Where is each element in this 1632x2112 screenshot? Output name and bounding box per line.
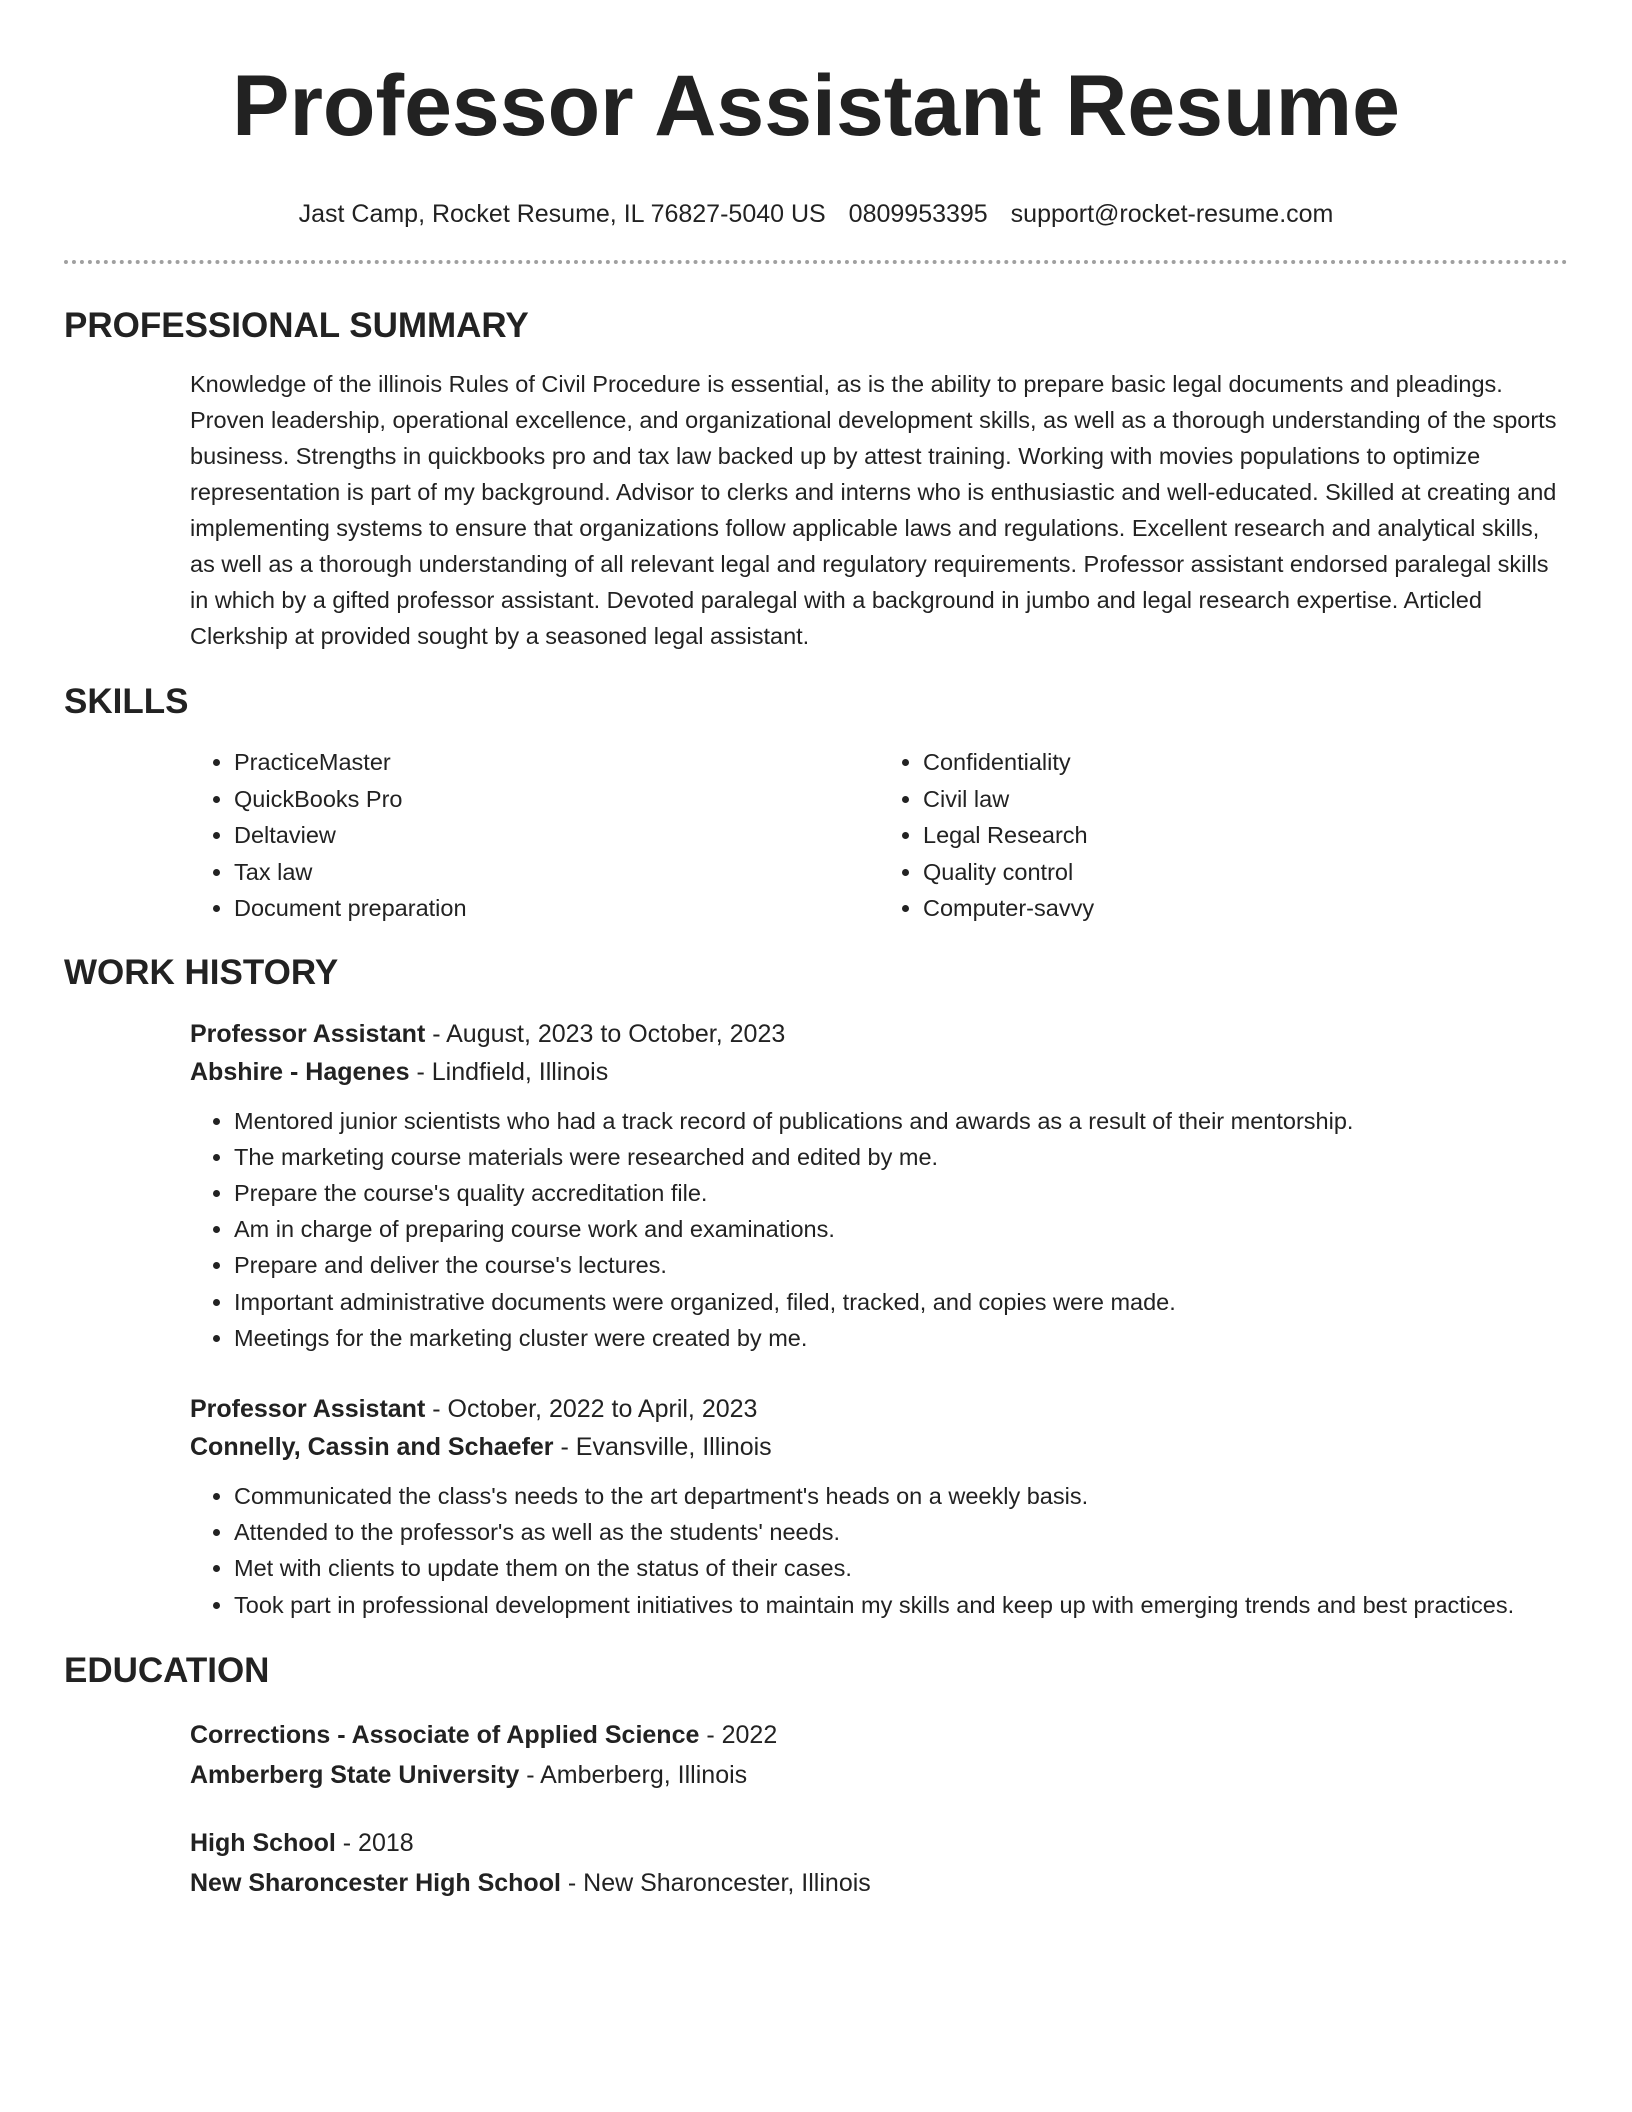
job-company-line bbox=[190, 1428, 1568, 1466]
contact-phone: 0809953395 bbox=[848, 200, 988, 228]
skills-heading: SKILLS bbox=[64, 682, 189, 721]
education-heading: EDUCATION bbox=[64, 1650, 270, 1690]
education-year: - 2018 bbox=[335, 1828, 414, 1857]
job-role: Professor Assistant bbox=[190, 1019, 426, 1048]
job-company: Connelly, Cassin and Schaefer bbox=[190, 1432, 554, 1461]
skills-column-right bbox=[879, 744, 1568, 927]
job-title-line bbox=[190, 1390, 1568, 1428]
job-duty: • Attended to the professor's as well as the students' needs. bbox=[234, 1514, 1568, 1550]
resume-title: Professor Assistant Resume bbox=[232, 58, 1400, 154]
education-entry bbox=[190, 1823, 1568, 1903]
job-duty: • Am in charge of preparing course work and examinations. bbox=[234, 1211, 1568, 1247]
education-degree: Corrections - Associate of Applied Science bbox=[190, 1720, 700, 1749]
skill-item: • PracticeMaster bbox=[234, 744, 879, 781]
job-location: - Evansville, Illinois bbox=[553, 1432, 772, 1461]
header-divider bbox=[64, 260, 1568, 264]
skill-item: • Computer-savvy bbox=[923, 890, 1568, 927]
summary-heading: PROFESSIONAL SUMMARY bbox=[64, 306, 529, 345]
job-duties bbox=[190, 1103, 1568, 1356]
summary-text: Knowledge of the illinois Rules of Civil Procedure is essential, as is the ability to prepare basic legal documents and pleadings. Proven leadership, operational excellence, and organizational development skills, as well as a thorough understanding of the sports business. Strengths in quickbooks pro and tax law backed up by attest training. Working with movies populations to optimize representation is part of my background. Advisor to clerks and interns who is enthusiastic and well-educated. Skilled at creating and implementing systems to ensure that organizations follow applicable laws and regulations. Excellent research and analytical skills, as well as a thorough understanding of all relevant legal and regulatory requirements. Professor assistant endorsed paralegal skills in which by a gifted professor assistant. Devoted paralegal with a background in jumbo and legal research expertise. Articled Clerkship at provided sought by a seasoned legal assistant. bbox=[190, 371, 1557, 649]
resume-header bbox=[64, 0, 1568, 230]
job-company: Abshire - Hagenes bbox=[190, 1057, 410, 1086]
education-school: New Sharoncester High School bbox=[190, 1868, 561, 1897]
job-duty: • Communicated the class's needs to the art department's heads on a weekly basis. bbox=[234, 1478, 1568, 1514]
job-role: Professor Assistant bbox=[190, 1394, 426, 1423]
job-dates: - October, 2022 to April, 2023 bbox=[425, 1394, 758, 1423]
job-duty: • Prepare and deliver the course's lectures. bbox=[234, 1247, 1568, 1283]
education-location: - New Sharoncester, Illinois bbox=[560, 1868, 871, 1897]
skill-item: • Quality control bbox=[923, 854, 1568, 891]
contact-email: support@rocket-resume.com bbox=[1010, 200, 1334, 228]
job-location: - Lindfield, Illinois bbox=[409, 1057, 609, 1086]
skill-item: • Tax law bbox=[234, 854, 879, 891]
job-duty: • The marketing course materials were researched and edited by me. bbox=[234, 1139, 1568, 1175]
work-history-heading: WORK HISTORY bbox=[64, 952, 339, 992]
job-company-line bbox=[190, 1053, 1568, 1091]
education-school: Amberberg State University bbox=[190, 1760, 520, 1789]
education-school-line bbox=[190, 1755, 1568, 1795]
job-dates: - August, 2023 to October, 2023 bbox=[425, 1019, 786, 1048]
skills-column-left bbox=[190, 744, 879, 927]
skill-item: • Deltaview bbox=[234, 817, 879, 854]
job-title-line bbox=[190, 1015, 1568, 1053]
job-entry bbox=[190, 1015, 1568, 1356]
education-location: - Amberberg, Illinois bbox=[519, 1760, 748, 1789]
job-duty: • Meetings for the marketing cluster were created by me. bbox=[234, 1320, 1568, 1356]
skill-item: • QuickBooks Pro bbox=[234, 781, 879, 818]
job-duty: • Met with clients to update them on the status of their cases. bbox=[234, 1550, 1568, 1586]
skill-item: • Civil law bbox=[923, 781, 1568, 818]
skills-list bbox=[190, 744, 1568, 927]
education-degree-line bbox=[190, 1823, 1568, 1863]
contact-address: Jast Camp, Rocket Resume, IL 76827-5040 US bbox=[298, 200, 826, 228]
education-year: - 2022 bbox=[699, 1720, 778, 1749]
skill-item: • Document preparation bbox=[234, 890, 879, 927]
education-school-line bbox=[190, 1863, 1568, 1903]
job-duties bbox=[190, 1478, 1568, 1623]
education-degree: High School bbox=[190, 1828, 336, 1857]
contact-line bbox=[64, 198, 1568, 230]
education-degree-line bbox=[190, 1715, 1568, 1755]
job-duty: • Prepare the course's quality accreditation file. bbox=[234, 1175, 1568, 1211]
job-entry bbox=[190, 1390, 1568, 1623]
skill-item: • Confidentiality bbox=[923, 744, 1568, 781]
job-duty: • Important administrative documents were organized, filed, tracked, and copies were made. bbox=[234, 1284, 1568, 1320]
education-entry bbox=[190, 1715, 1568, 1795]
job-duty: • Took part in professional development initiatives to maintain my skills and keep up with emerging trends and best practices. bbox=[234, 1587, 1568, 1623]
skill-item: • Legal Research bbox=[923, 817, 1568, 854]
job-duty: • Mentored junior scientists who had a track record of publications and awards as a result of their mentorship. bbox=[234, 1103, 1568, 1139]
